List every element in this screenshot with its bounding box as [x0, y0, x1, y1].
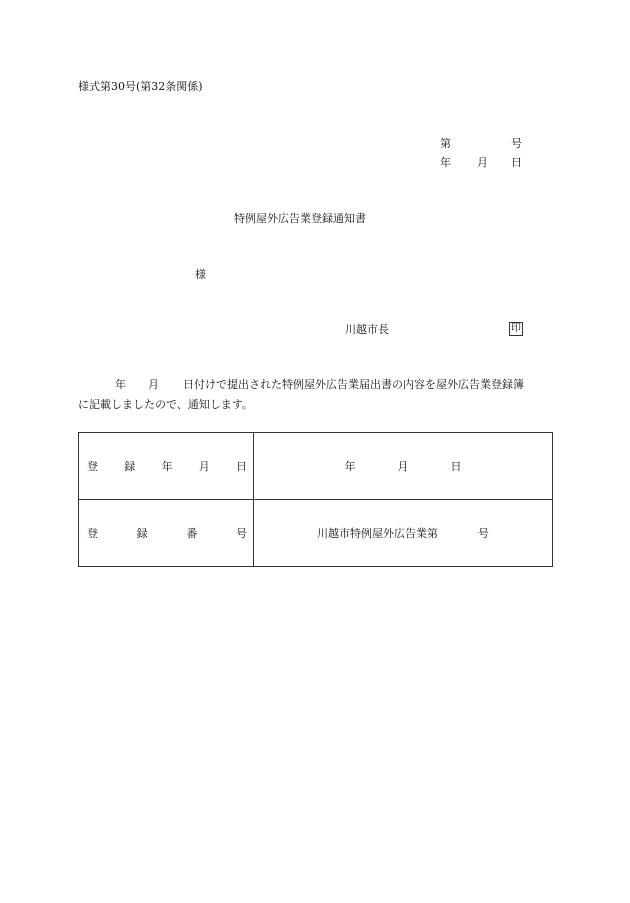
registration-table [78, 432, 553, 567]
value-year: 年 [344, 460, 356, 473]
registration-date-label [79, 433, 254, 500]
label-char: 登 [87, 527, 98, 540]
document-title: 特例屋外広告業登録通知書 [234, 212, 366, 225]
issuer-name: 川越市長 [345, 323, 389, 336]
addressee-sama: 様 [195, 268, 206, 281]
table-row-registration-date [79, 433, 553, 500]
registration-number-label [79, 500, 254, 567]
registration-number-value [254, 500, 553, 567]
body-year: 年 [115, 378, 126, 391]
registration-number-prefix: 川越市特例屋外広告業第 [317, 527, 438, 540]
seal-stamp: 印 [511, 323, 521, 334]
label-char: 月 [198, 460, 210, 473]
body-line2: に記載しましたので、通知します。 [78, 398, 253, 411]
form-number: 様式第30号(第32条関係) [78, 80, 203, 93]
date-month: 月 [477, 156, 488, 169]
doc-number-dai: 第 [440, 137, 451, 150]
label-char: 録 [124, 460, 136, 473]
label-char: 号 [235, 527, 247, 540]
doc-number-go: 号 [511, 137, 522, 150]
body-line1: 日付けで提出された特例屋外広告業届出書の内容を屋外広告業登録簿 [183, 378, 524, 391]
registration-date-value [254, 433, 553, 500]
label-char: 年 [161, 460, 173, 473]
table-row-registration-number [79, 500, 553, 567]
value-month: 月 [397, 460, 409, 473]
label-char: 登 [87, 460, 98, 473]
label-char: 番 [186, 527, 198, 540]
label-char: 日 [236, 460, 247, 473]
value-day: 日 [450, 460, 462, 473]
registration-number-suffix: 号 [478, 527, 489, 540]
body-month: 月 [148, 378, 159, 391]
date-year: 年 [440, 156, 451, 169]
label-char: 録 [136, 527, 148, 540]
date-day: 日 [511, 156, 522, 169]
